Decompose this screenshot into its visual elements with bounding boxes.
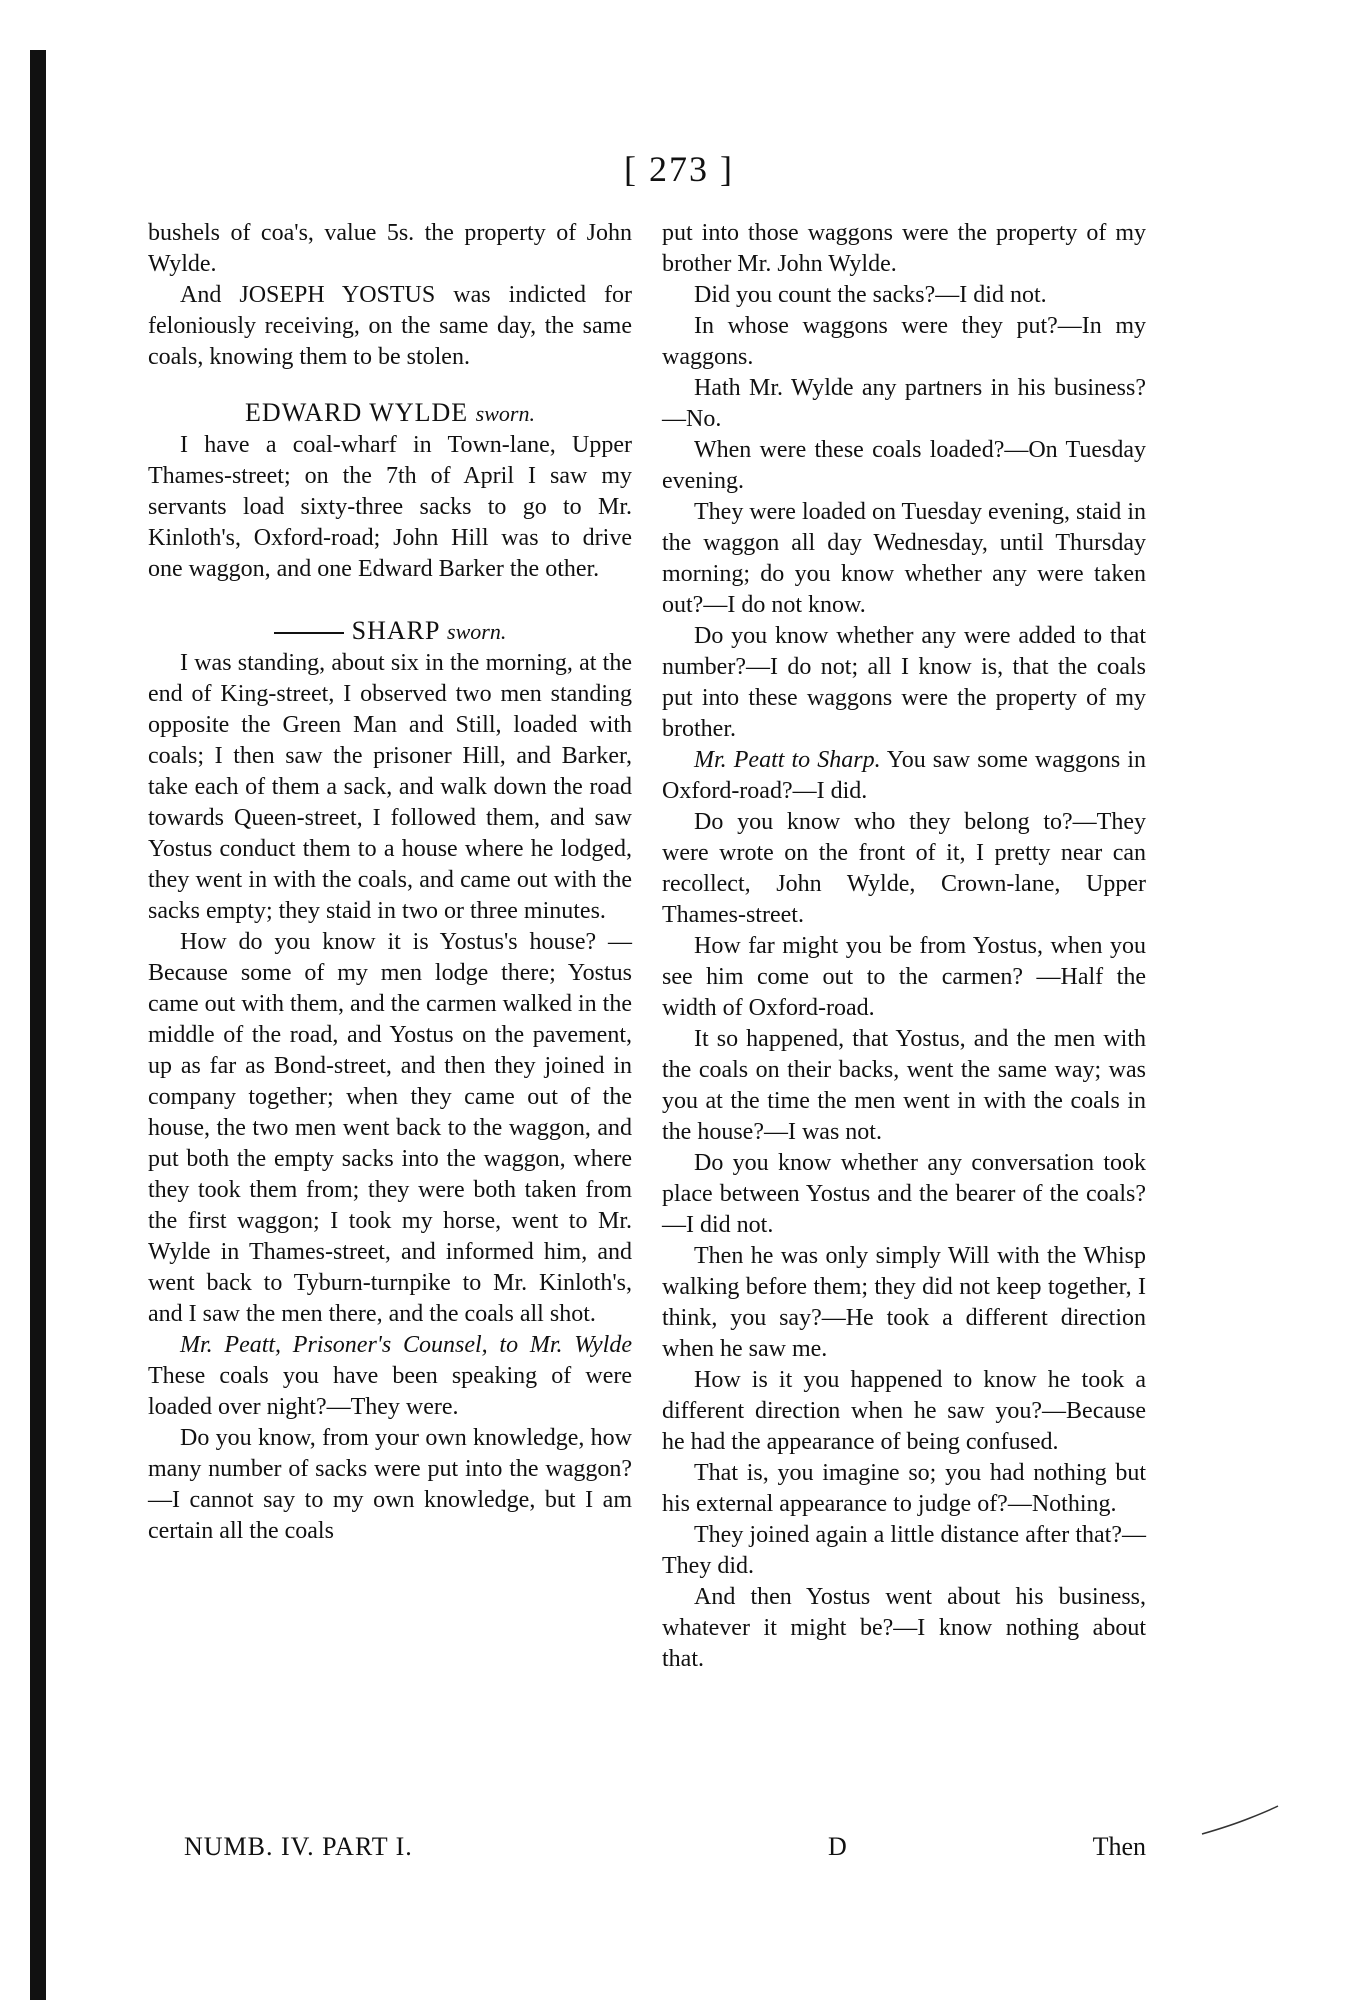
witness-heading xyxy=(148,615,632,648)
page-footer xyxy=(148,1832,1146,1868)
speaker: Mr. Peatt, Prisoner's Counsel, to Mr. Wylde xyxy=(180,1332,632,1358)
paragraph: put into those waggons were the property of my brother Mr. John Wylde. xyxy=(662,220,1146,277)
issue-number: NUMB. IV. PART I. xyxy=(184,1832,413,1861)
paragraph: How far might you be from Yostus, when you see him come out to the carmen? —Half the width of Oxford-road. xyxy=(662,933,1146,1021)
witness-name: SHARP xyxy=(351,616,440,645)
paragraph: I have a coal-wharf in Town-lane, Upper Thames-street; on the 7th of April I saw my servants load sixty-three sacks to go to Mr. Kinloth's, Oxford-road; John Hill was to drive one waggon, and one Edward Barker the other. xyxy=(148,432,632,582)
paragraph: It so happened, that Yostus, and the men with the coals on their backs, went the same way; was you at the time the men went in with the coals in the house?—I was not. xyxy=(662,1026,1146,1145)
paragraph: And then Yostus went about his business, whatever it might be?—I know nothing about that. xyxy=(662,1584,1146,1672)
left-column xyxy=(148,218,632,1547)
paragraph-text: You saw some waggons in Oxford-road?—I did. xyxy=(662,747,1147,804)
paragraph: Do you know whether any were added to that number?—I do not; all I know is, that the coals put into these waggons were the property of my brother. xyxy=(662,623,1146,742)
paragraph: Then he was only simply Will with the Whisp walking before them; they did not keep together, I think, you say?—He took a different direction when he saw me. xyxy=(662,1243,1146,1362)
paragraph: Hath Mr. Wylde any partners in his business?—No. xyxy=(662,375,1146,432)
blank-name-dash xyxy=(274,632,344,634)
paragraph: bushels of coa's, value 5s. the property of John Wylde. xyxy=(148,220,632,277)
paragraph: Do you know whether any conversation took place between Yostus and the bearer of the coals?—I did not. xyxy=(662,1150,1146,1238)
paragraph: They joined again a little distance after that?—They did. xyxy=(662,1522,1146,1579)
paragraph: Did you count the sacks?—I did not. xyxy=(694,282,1047,308)
paragraph xyxy=(662,745,1146,807)
signature-mark: D xyxy=(828,1832,847,1861)
speaker: Mr. Peatt to Sharp. xyxy=(694,747,881,773)
catchword: Then xyxy=(1092,1832,1146,1861)
paragraph: And JOSEPH YOSTUS was indicted for feloniously receiving, on the same day, the same coals, knowing them to be stolen. xyxy=(148,282,632,370)
page-number: [ 273 ] xyxy=(624,149,734,189)
paragraph: How is it you happened to know he took a different direction when he saw you?—Because he had the appearance of being confused. xyxy=(662,1367,1146,1455)
pen-stroke-mark xyxy=(1200,1800,1280,1840)
paragraph: I was standing, about six in the morning, at the end of King-street, I observed two men standing opposite the Green Man and Still, loaded with coals; I then saw the prisoner Hill, and Barker, take each of them a sack, and walk down the road towards Queen-street, I followed them, and saw Yostus conduct them to a house where he lodged, they went in with the coals, and came out with the sacks empty; they staid in two or three minutes. xyxy=(148,650,632,924)
paragraph xyxy=(148,1330,632,1423)
sworn-label: sworn. xyxy=(447,619,507,644)
paragraph: In whose waggons were they put?—In my waggons. xyxy=(662,313,1146,370)
paragraph: When were these coals loaded?—On Tuesday evening. xyxy=(662,437,1146,494)
paragraph: They were loaded on Tuesday evening, staid in the waggon all day Wednesday, until Thursday morning; do you know whether any were taken out?—I do not know. xyxy=(662,499,1146,618)
witness-name: EDWARD WYLDE xyxy=(245,398,469,427)
paragraph: Do you know who they belong to?—They were wrote on the front of it, I pretty near can recollect, John Wylde, Crown-lane, Upper Thames-street. xyxy=(662,809,1146,928)
paragraph: That is, you imagine so; you had nothing but his external appearance to judge of?—Nothing. xyxy=(662,1460,1146,1517)
binding-edge xyxy=(30,50,46,2000)
paragraph-text: These coals you have been speaking of were loaded over night?—They were. xyxy=(148,1363,632,1420)
witness-heading xyxy=(148,397,632,430)
paragraph: How do you know it is Yostus's house? —Because some of my men lodge there; Yostus came out with them, and the carmen walked in the middle of the road, and Yostus on the pavement, up as far as Bond-street, and then they joined in company together; when they came out of the house, the two men went back to the waggon, and put both the empty sacks into the waggon, where they took them from; they were both taken from the first waggon; I took my horse, went to Mr. Wylde in Thames-street, and informed him, and went back to Tyburn-turnpike to Mr. Kinloth's, and I saw the men there, and the coals all shot. xyxy=(148,929,632,1327)
paragraph: Do you know, from your own knowledge, how many number of sacks were put into the waggon?—I cannot say to my own knowledge, but I am certain all the coals xyxy=(148,1425,632,1544)
right-column xyxy=(662,218,1146,1675)
sworn-label: sworn. xyxy=(475,401,535,426)
